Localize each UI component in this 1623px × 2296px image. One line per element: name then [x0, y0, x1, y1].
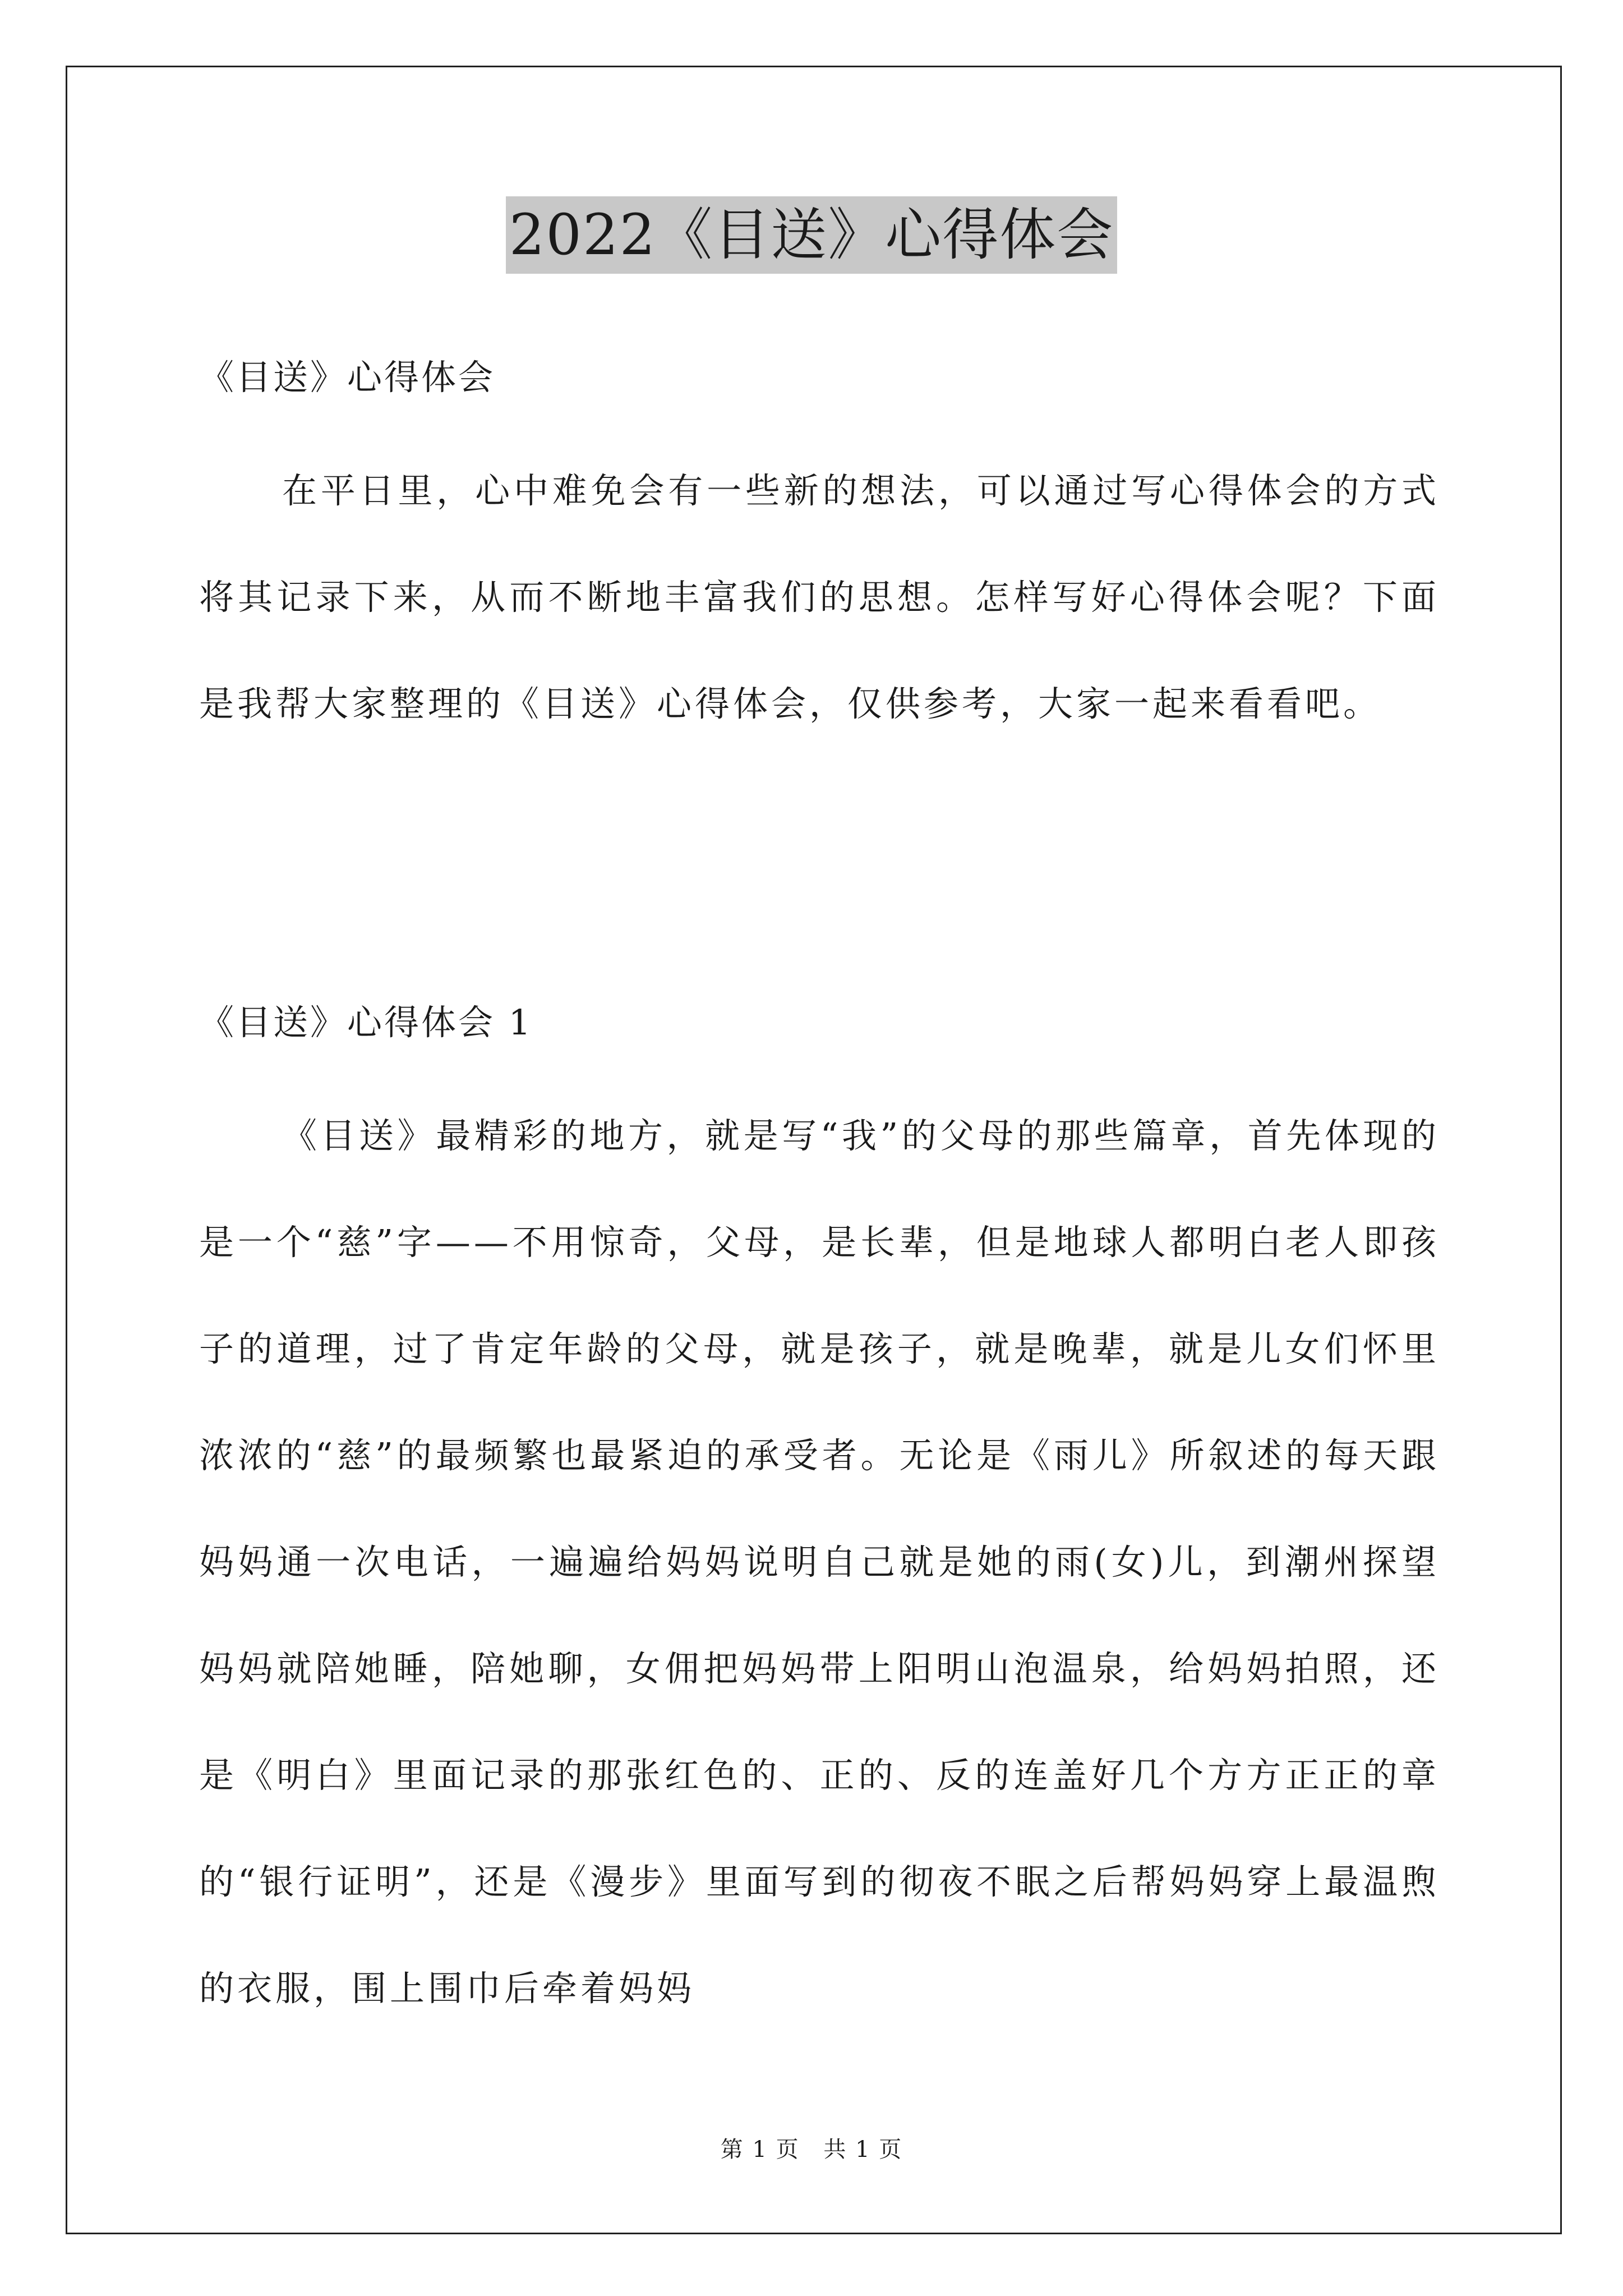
page-number: 第 1 页 [720, 2137, 800, 2162]
section-heading-1: 《目送》心得体会 1 [199, 1002, 533, 1043]
page-footer [0, 2132, 1623, 2164]
document-title: 2022《目送》心得体会 [506, 196, 1118, 274]
intro-paragraph: 在平日里，心中难免会有一些新的想法，可以通过写心得体会的方式将其记录下来，从而不断地丰富我们的思想。怎样写好心得体会呢？下面是我帮大家整理的《目送》心得体会，仅供参考，大家一起来看看吧。 [199, 470, 1440, 724]
section-heading-intro: 《目送》心得体会 [199, 357, 496, 398]
section-1-paragraph: 《目送》最精彩的地方，就是写“我”的父母的那些篇章，首先体现的是一个“慈”字——不用惊奇，父母，是长辈，但是地球人都明白老人即孩子的道理，过了肯定年龄的父母，就是孩子，就是晚辈，就是儿女们怀里浓浓的“慈”的最频繁也最紧迫的承受者。无论是《雨儿》所叙述的每天跟妈妈通一次电话，一遍遍给妈妈说明自己就是她的雨(女)儿，到潮州探望妈妈就陪她睡，陪她聊，女佣把妈妈带上阳明山泡温泉，给妈妈拍照，还是《明白》里面记录的那张红色的、正的、反的连盖好几个方方正正的章的“银行证明”，还是《漫步》里面写到的彻夜不眠之后帮妈妈穿上最温煦的衣服，围上围巾后牵着妈妈 [199, 1115, 1440, 2009]
total-pages: 共 1 页 [823, 2137, 903, 2162]
title-container [0, 196, 1623, 274]
